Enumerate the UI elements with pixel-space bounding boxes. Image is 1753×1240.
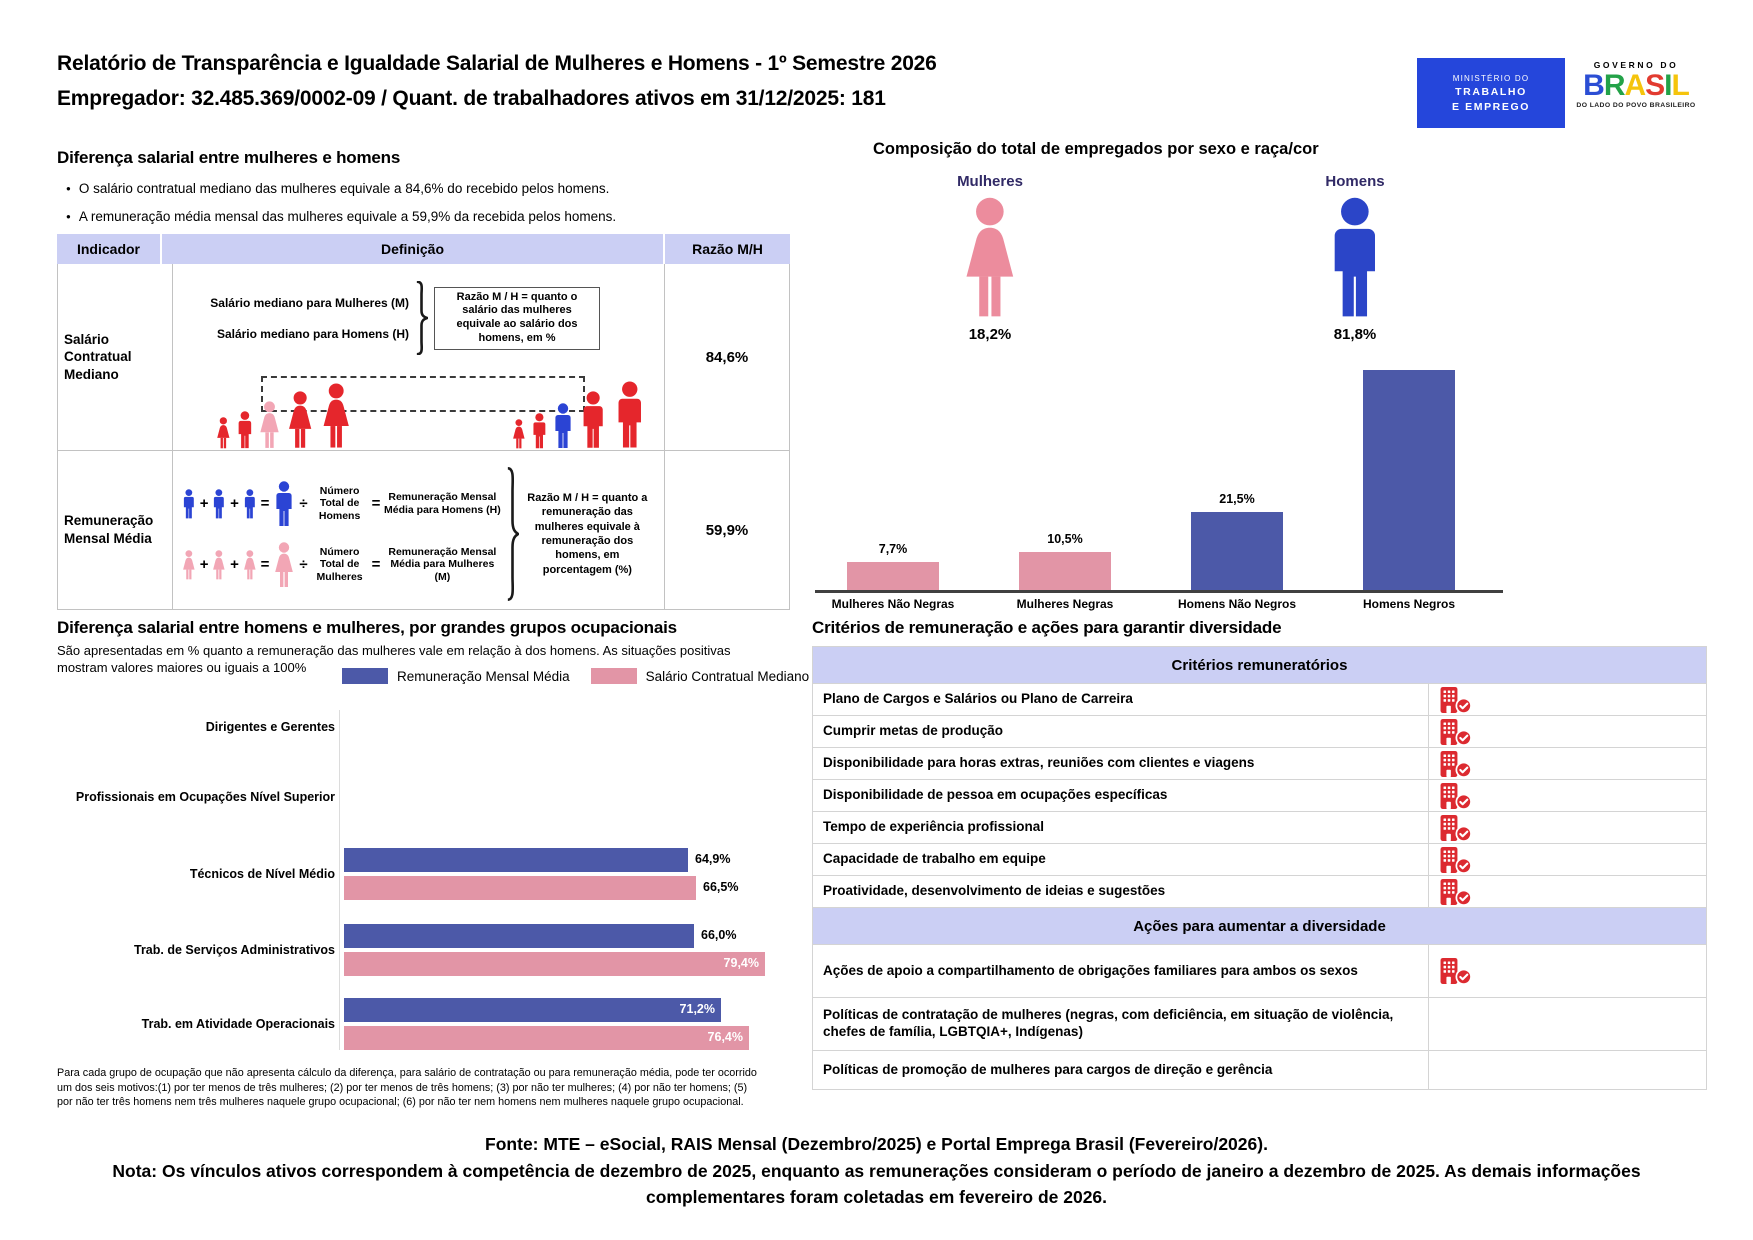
legend-label-remuneracao: Remuneração Mensal Média: [397, 668, 570, 684]
salary-gap-table: [57, 234, 790, 610]
criteria-text: Proatividade, desenvolvimento de ideias e sugestões: [823, 883, 1166, 899]
criteria-status-cell: [1428, 998, 1706, 1050]
bar-value-label: 10,5%: [1047, 532, 1083, 546]
category-label: Homens Não Negros: [1177, 597, 1297, 611]
criteria-status-cell: [1428, 812, 1706, 843]
median-ratio-note: Razão M / H = quanto o salário das mulheres equivale ao salário dos homens, em %: [434, 287, 600, 350]
curly-brace-icon: [506, 467, 519, 601]
composition-title: Composição do total de empregados por sexo e raça/cor: [873, 140, 1319, 158]
composition-chart-categories: [807, 597, 1495, 617]
report-footer: [0, 1132, 1753, 1210]
col-header-definicao: Definição: [162, 234, 663, 264]
man-icon: [1323, 197, 1387, 319]
criteria-text: Cumprir metas de produção: [823, 723, 1004, 739]
occupation-label: Dirigentes e Gerentes: [205, 719, 335, 734]
woman-icon: [215, 417, 232, 449]
category-label: Mulheres Negras: [1016, 597, 1114, 611]
category-label: Mulheres Não Negras: [831, 597, 955, 611]
report-subtitle: Empregador: 32.485.369/0002-09 / Quant. de trabalhadores ativos em 31/12/2025: 181: [57, 87, 886, 110]
bar-Salário Contratual Mediano: [344, 876, 696, 900]
criteria-row: [813, 997, 1706, 1050]
criteria-text: Ações de apoio a compartilhamento de obrigações familiares para ambos os sexos: [823, 962, 1358, 978]
formula-divisor: Número Total de Homens: [318, 485, 361, 522]
criteria-status-cell: [1428, 844, 1706, 875]
bar-value-label: 79,4%: [723, 956, 759, 970]
criteria-status-cell: [1428, 876, 1706, 907]
occupation-label: Profissionais em Ocupações Nível Superior: [75, 789, 335, 804]
formula-divisor: Número Total de Mulheres: [316, 546, 363, 583]
criteria-status-cell: [1428, 716, 1706, 747]
occupational-title: Diferença salarial entre homens e mulheres, por grandes grupos ocupacionais: [57, 618, 677, 637]
male-percentage: 81,8%: [1333, 326, 1377, 343]
woman-icon: [242, 550, 258, 580]
bar-Mulheres Negras: [1019, 552, 1111, 590]
bullet-text: ● A remuneração média mensal das mulheres equivale a 59,9% da recebida pelos homens.: [78, 209, 617, 224]
bar-Remuneração Mensal Média: [344, 924, 694, 948]
man-icon: [530, 413, 549, 449]
criteria-text: Tempo de experiência profissional: [823, 819, 1045, 835]
report-header: [57, 52, 937, 111]
woman-icon: [285, 391, 315, 449]
bar-value-label: 21,5%: [1219, 492, 1255, 506]
criteria-text: Capacidade de trabalho em equipe: [823, 851, 1046, 867]
company-check-icon: [1439, 782, 1472, 810]
criteria-status-cell: [1428, 1051, 1706, 1089]
footer-note: Nota: Os vínculos ativos correspondem à competência de dezembro de 2025, enquanto as remunerações consideram o período de janeiro a dezembro de 2025. As demais informações complementares foram coletadas em fevereiro de 2026.: [112, 1161, 1641, 1207]
company-check-icon: [1439, 686, 1472, 714]
company-check-icon: [1439, 750, 1472, 778]
composition-chart-axis: [815, 590, 1503, 593]
definition-median-top: [173, 264, 664, 364]
median-women-line: Salário mediano para Mulheres (M): [210, 295, 409, 310]
criteria-text: Disponibilidade de pessoa em ocupações específicas: [823, 787, 1168, 803]
criteria-row: [813, 683, 1706, 715]
occupational-footnote: Para cada grupo de ocupação que não apresenta cálculo da diferença, para salário de contratação ou para remuneração média, pode ter ocorrido um dos seis motivos:(1) por ter menos de três mulheres; (2) por ter menos de três homens; (3) por não ter mulheres; (4) por não ter homens; (5) por não ter três homens nem três mulheres naquele grupo ocupacional; (6) por não ter nem homens nem mulheres naquele grupo ocupacional.: [57, 1067, 757, 1109]
woman-icon: [211, 550, 227, 580]
brace-icon: [506, 467, 519, 601]
bar-Salário Contratual Mediano: [344, 952, 765, 976]
col-header-indicador: Indicador: [57, 234, 160, 264]
definition-median: [173, 264, 664, 450]
company-check-icon: [1439, 814, 1472, 842]
median-lines: [181, 296, 409, 341]
footer-source: Fonte: MTE – eSocial, RAIS Mensal (Dezembro/2025) e Portal Emprega Brasil (Fevereiro/2026).: [485, 1134, 1268, 1154]
mte-logo-line1: MINISTÉRIO DO: [1452, 73, 1530, 83]
report-title: Relatório de Transparência e Igualdade Salarial de Mulheres e Homens - 1º Semestre 2026: [57, 52, 937, 75]
table-row-mean-remuneration: [58, 450, 789, 609]
bar-Mulheres Não Negras: [847, 562, 939, 590]
composition-bar-chart: [807, 348, 1495, 590]
male-label: Homens: [1325, 173, 1385, 190]
company-check-icon: [1439, 878, 1472, 906]
man-icon: [612, 381, 648, 449]
bullet-text: ● O salário contratual mediano das mulheres equivale a 84,6% do recebido pelos homens.: [78, 181, 610, 196]
man-icon: [181, 489, 197, 519]
woman-icon: [958, 197, 1022, 319]
criteria-row: [813, 715, 1706, 747]
mean-formulas: [181, 481, 501, 588]
bar-value-label: 66,0%: [701, 928, 737, 942]
bar-value-label: 7,7%: [878, 542, 908, 556]
occupational-bar-chart: [57, 700, 797, 1058]
woman-icon: [257, 401, 282, 449]
criteria-row: [813, 843, 1706, 875]
occupation-label: Trab. em Atividade Operacionais: [141, 1016, 335, 1031]
mte-logo-line2: TRABALHO: [1455, 85, 1527, 98]
salary-gap-table-body: [57, 264, 790, 610]
criteria-row: [813, 875, 1706, 907]
legend-swatch-pink: [591, 668, 637, 684]
formula-result: Remuneração Mensal Média para Mulheres (M): [388, 546, 497, 583]
male-icon: [1323, 197, 1387, 319]
mte-logo-line3: E EMPREGO: [1452, 100, 1530, 113]
brasil-slogan: DO LADO DO POVO BRASILEIRO: [1576, 101, 1696, 109]
man-icon: [235, 411, 255, 449]
company-check-icon: [1439, 957, 1472, 985]
female-icon: [958, 197, 1022, 319]
governo-brasil-logo: [1566, 60, 1706, 109]
criteria-status-cell: [1428, 748, 1706, 779]
chart-slot: [807, 348, 979, 590]
man-icon: [551, 403, 575, 449]
criteria-row: [813, 779, 1706, 811]
criteria-text: Plano de Cargos e Salários ou Plano de Carreira: [823, 691, 1133, 707]
legend-swatch-blue: [342, 668, 388, 684]
woman-icon: [181, 550, 197, 580]
mean-ratio-note: Razão M / H = quanto a remuneração das mulheres equivale à remuneração dos homens, em porcentagem (%): [527, 492, 648, 576]
criteria-text: Políticas de promoção de mulheres para cargos de direção e gerência: [823, 1061, 1273, 1077]
criteria-status-cell: [1428, 684, 1706, 715]
bar-Homens Não Negros: [1191, 512, 1283, 590]
salary-gap-bullet-1: [66, 181, 609, 196]
company-check-icon: [1439, 718, 1472, 746]
occupational-legend: [342, 668, 809, 684]
bar-value-label: 71,2%: [679, 1002, 715, 1016]
woman-icon: [272, 542, 296, 588]
definition-mean-content: [173, 451, 664, 617]
median-people-diagram: [173, 364, 664, 454]
company-check-icon: [1439, 846, 1472, 874]
criteria-row: [813, 811, 1706, 843]
occupation-label: Trab. de Serviços Administrativos: [134, 942, 335, 957]
brasil-wordmark: BRASIL: [1583, 69, 1689, 102]
governo-do-label: GOVERNO DO: [1593, 60, 1679, 70]
criteria-row: [813, 747, 1706, 779]
criteria-section-header-remuneratorios: Critérios remuneratórios: [813, 646, 1706, 683]
criteria-status-cell: [1428, 945, 1706, 997]
ratio-value-median: 84,6%: [664, 264, 789, 450]
bar-Homens Negros: [1363, 370, 1455, 590]
woman-icon: [319, 383, 353, 449]
men-figures-group: [511, 381, 647, 449]
women-formula-row: + + = ÷ Número Total de Mulheres = Remuneração Mensal Média para Mulheres (M): [181, 542, 501, 588]
man-icon: [272, 481, 296, 527]
chart-slot: [979, 348, 1151, 590]
chart-slot: [1151, 348, 1323, 590]
brace-icon: [415, 281, 428, 355]
chart-slot: [1323, 348, 1495, 590]
criteria-text: Políticas de contratação de mulheres (negras, com deficiência, em situação de violência, chefes de família, LGBTQIA+, Indígenas): [823, 1007, 1394, 1039]
curly-brace-icon: [415, 281, 428, 355]
mte-logo: [1417, 58, 1565, 128]
ratio-value-mean: 59,9%: [664, 451, 789, 609]
criteria-table: [812, 646, 1707, 1090]
indicator-label: Remuneração Mensal Média: [58, 451, 173, 609]
female-summary-group: [925, 173, 1055, 343]
occupational-chart-axis: [339, 710, 340, 1050]
man-icon: [578, 391, 608, 449]
salary-gap-table-header: [57, 234, 790, 264]
bar-Remuneração Mensal Média: [344, 848, 688, 872]
female-label: Mulheres: [957, 173, 1023, 190]
median-men-line: Salário mediano para Homens (H): [216, 326, 409, 341]
salary-gap-title: Diferença salarial entre mulheres e homens: [57, 148, 401, 167]
women-figures-group: [215, 383, 353, 449]
criteria-row: [813, 1050, 1706, 1089]
man-icon: [242, 489, 258, 519]
bar-value-label: 64,9%: [695, 852, 731, 866]
occupation-label: Técnicos de Nível Médio: [189, 866, 335, 881]
criteria-section-header-diversidade: Ações para aumentar a diversidade: [813, 907, 1706, 944]
woman-icon: [511, 419, 527, 449]
occupational-subtitle: São apresentadas em % quanto a remuneração das mulheres vale em relação à dos homens. As situações positivas mostram valores maiores ou iguais a 100%: [57, 643, 731, 675]
category-label: Homens Negros: [1362, 597, 1456, 611]
man-icon: [211, 489, 227, 519]
criteria-title: Critérios de remuneração e ações para garantir diversidade: [812, 618, 1282, 637]
table-row-median-salary: [58, 264, 789, 450]
salary-gap-bullet-2: [66, 209, 616, 224]
formula-result: Remuneração Mensal Média para Homens (H): [384, 491, 501, 516]
criteria-row: [813, 944, 1706, 997]
criteria-text: Disponibilidade para horas extras, reuniões com clientes e viagens: [823, 755, 1255, 771]
legend-label-salario: Salário Contratual Mediano: [645, 668, 810, 684]
female-percentage: 18,2%: [968, 326, 1012, 343]
definition-mean: [173, 451, 664, 609]
bar-value-label: 66,5%: [703, 880, 739, 894]
male-summary-group: [1290, 173, 1420, 343]
col-header-razao: Razão M/H: [665, 234, 790, 264]
criteria-status-cell: [1428, 780, 1706, 811]
bar-value-label: 76,4%: [707, 1030, 743, 1044]
men-formula-row: + + = ÷ Número Total de Homens = Remuneração Mensal Média para Homens (H): [181, 481, 501, 527]
indicator-label: Salário Contratual Mediano: [58, 264, 173, 450]
